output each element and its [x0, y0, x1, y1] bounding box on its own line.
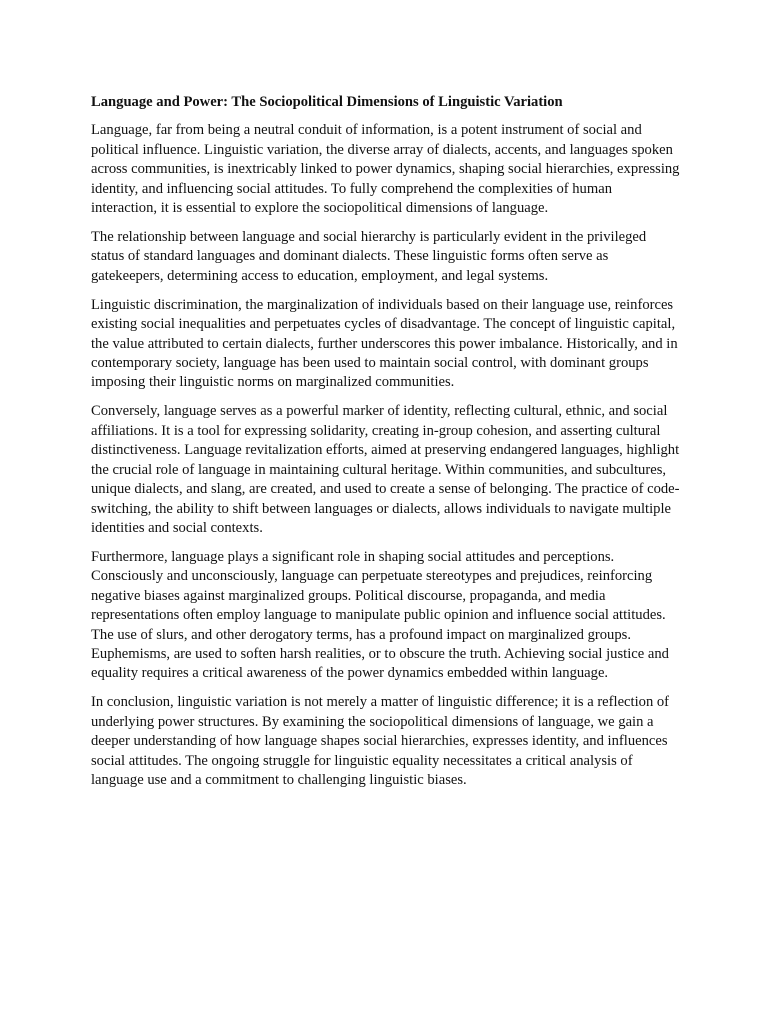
paragraph-3: Linguistic discrimination, the marginalization of individuals based on their language use, reinforces existing social inequalities and perpetuates cycles of disadvantage. The concept of linguistic capital, the value attributed to certain dialects, further underscores this power imbalance. Historically, and in contemporary society, language has been used to maintain social control, with dominant groups imposing their linguistic norms on marginalized communities.: [91, 296, 678, 391]
document-title: Language and Power: The Sociopolitical Dimensions of Linguistic Variation: [91, 94, 563, 110]
paragraph-1: Language, far from being a neutral conduit of information, is a potent instrument of social and political influence. Linguistic variation, the diverse array of dialects, accents, and languages spoken across communities, is inextricably linked to power dynamics, shaping social hierarchies, expressing identity, and influencing social attitudes. To fully comprehend the complexities of human interaction, it is essential to explore the sociopolitical dimensions of language.: [91, 122, 680, 217]
paragraph-5: Furthermore, language plays a significant role in shaping social attitudes and perceptions. Consciously and unconsciously, language can perpetuate stereotypes and prejudices, reinforcing negative biases against marginalized groups. Political discourse, propaganda, and media representations often employ language to manipulate public opinion and influence social attitudes. The use of slurs, and other derogatory terms, has a profound impact on marginalized groups. Euphemisms, are used to soften harsh realities, or to obscure the truth. Achieving social justice and equality requires a critical awareness of the power dynamics embedded within language.: [91, 548, 669, 682]
paragraph-6: In conclusion, linguistic variation is not merely a matter of linguistic difference; it is a reflection of underlying power structures. By examining the sociopolitical dimensions of language, we gain a deeper understanding of how language shapes social hierarchies, expresses identity, and influences social attitudes. The ongoing struggle for linguistic equality necessitates a critical analysis of language use and a commitment to challenging linguistic biases.: [91, 694, 670, 788]
paragraph-4: Conversely, language serves as a powerful marker of identity, reflecting cultural, ethnic, and social affiliations. It is a tool for expressing solidarity, creating in-group cohesion, and asserting cultural distinctiveness. Language revitalization efforts, aimed at preserving endangered languages, highlight the crucial role of language in maintaining cultural heritage. Within communities, and subcultures, unique dialects, and slang, are created, and used to create a sense of belonging. The practice of code-switching, the ability to shift between languages or dialects, allows individuals to navigate multiple identities and social contexts.: [91, 403, 680, 536]
document-body: [91, 93, 681, 800]
paragraph-2: The relationship between language and social hierarchy is particularly evident in the privileged status of standard languages and dominant dialects. These linguistic forms often serve as gatekeepers, determining access to education, employment, and legal systems.: [91, 229, 647, 284]
